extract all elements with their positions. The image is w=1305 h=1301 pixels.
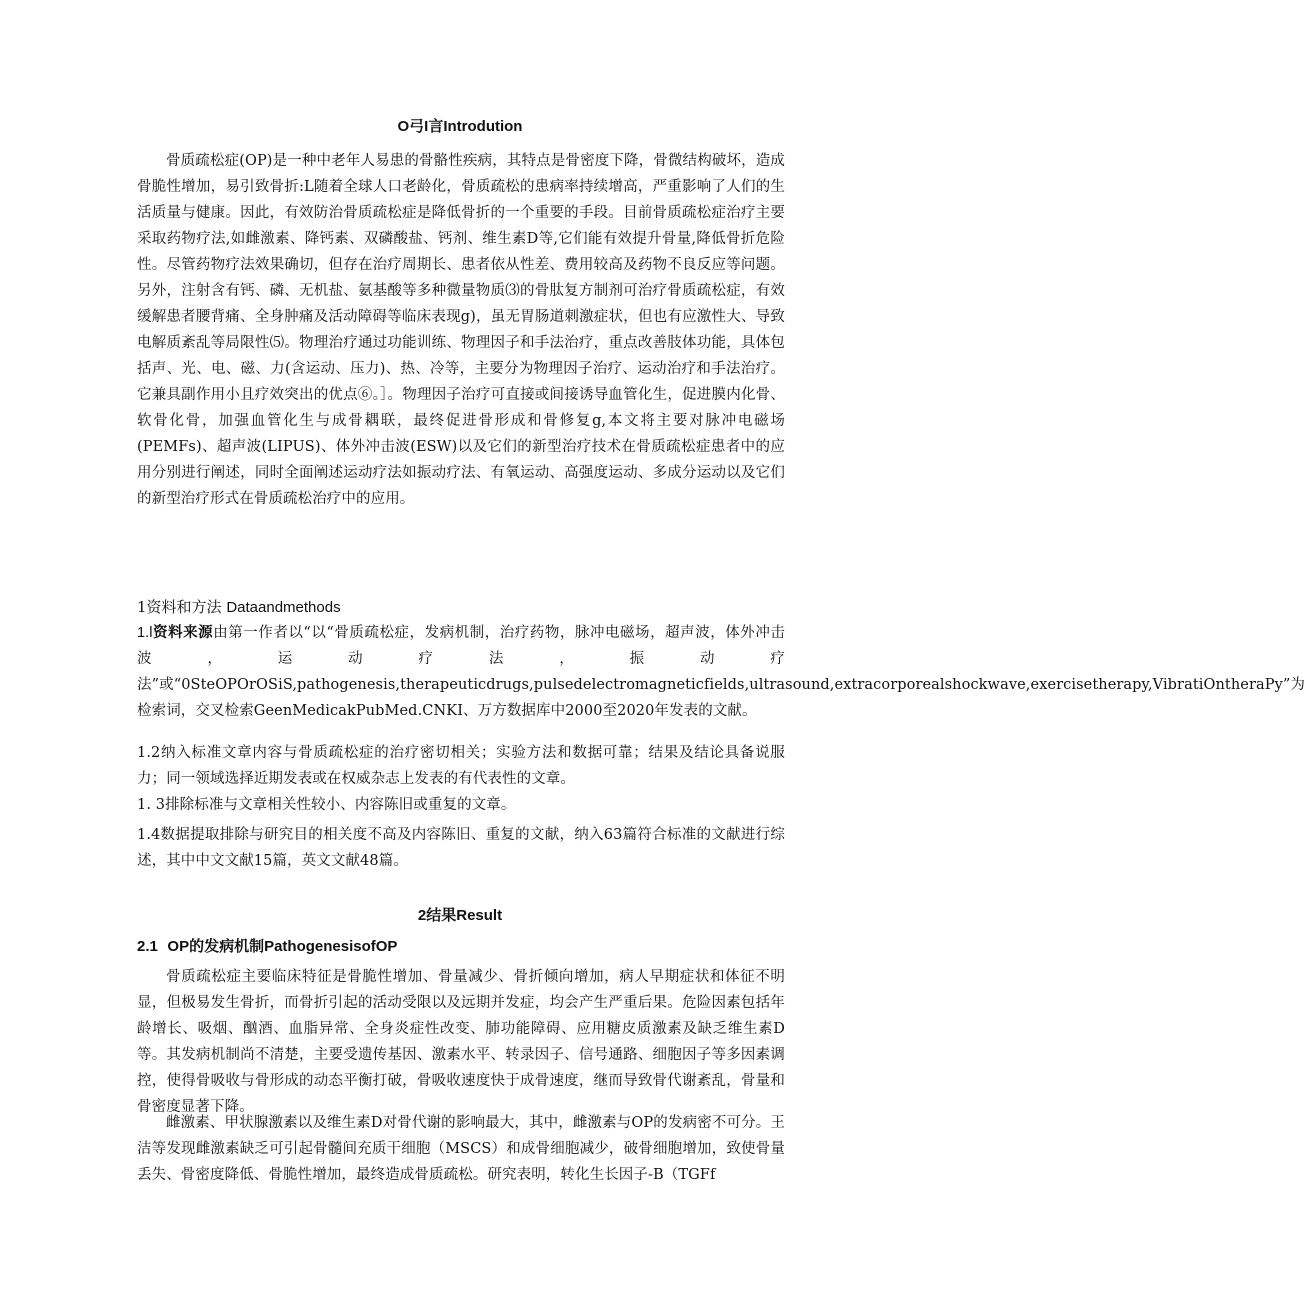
intro-paragraph: 骨质疏松症(OP)是一种中老年人易患的骨骼性疾病，其特点是骨密度下降，骨微结构破坏，造成骨脆性增加，易引致骨折:L随着全球人口老龄化，骨质疏松的患病率持续增高，严重影响了人们的生活质量与健康。因此，有效防治骨质疏松症是降低骨折的一个重要的手段。目前骨质疏松症治疗主要采取药物疗法,如雌激素、降钙素、双磷酸盐、钙剂、维生素D等,它们能有效提升骨量,降低骨折危险性。尽管药物疗法效果确切，但存在治疗周期长、患者依从性差、费用较高及药物不良反应等问题。另外，注射含有钙、磷、无机盐、氨基酸等多种微量物质⑶的骨肽复方制剂可治疗骨质疏松症，有效缓解患者腰背痛、全身肿痛及活动障碍等临床表现g)，虽无胃肠道刺激症状，但也有应激性大、导致电解质紊乱等局限性⑸。物理治疗通过功能训练、物理因子和手法治疗，重点改善肢体功能，具体包括声、光、电、磁、力(含运动、压力)、热、冷等，主要分为物理因子治疗、运动治疗和手法治疗。它兼具副作用小且疗效突出的优点⑥。］。物理因子治疗可直接或间接诱导血管化生，促进膜内化骨、软骨化骨，加强血管化生与成骨耦联，最终促进骨形成和骨修复g,本文将主要对脉冲电磁场(PEMFs)、超声波(LIPUS)、体外冲击波(ESW)以及它们的新型治疗技术在骨质疏松症患者中的应用分别进行阐述，同时全面阐述运动疗法如振动疗法、有氧运动、高强度运动、多成分运动以及它们的新型治疗形式在骨质疏松治疗中的应用。 bbox=[137, 153, 785, 507]
section-1-1 bbox=[137, 620, 1305, 724]
section-1-2: 1.2纳入标准文章内容与骨质疏松症的治疗密切相关；实验方法和数据可靠；结果及结论具备说服力；同一领域选择近期发表或在权威杂志上发表的有代表性的文章。 bbox=[137, 745, 785, 787]
methods-heading-cn: 资料和方法 bbox=[146, 598, 222, 616]
section-1-1-title: 资料来源 bbox=[152, 624, 214, 641]
methods-heading-number: 1 bbox=[137, 598, 147, 616]
section-1-1-body: 由第一作者以“以“骨质疏松症，发病机制，治疗药物，脉冲电磁场，超声波，体外冲击波，运动疗法，振动疗法”或“0SteOPOrOSiS,pathogenesis,therapeuticdrugs,pulsedelectromagneticfields,ultrasound,extracorporealshockwave,exercisetherapy,VibratiOntheraPy”为检索词，交叉检索GeenMedicakPubMed.CNKI、万方数据库中2000至2020年发表的文献。 bbox=[137, 625, 1305, 719]
section-1-3: 1. 3排除标准与文章相关性较小、内容陈旧或重复的文章。 bbox=[137, 797, 516, 813]
section-2-1-title: OP的发病机制PathogenesisofOP bbox=[167, 938, 398, 955]
results-paragraph-1: 骨质疏松症主要临床特征是骨脆性增加、骨量减少、骨折倾向增加，病人早期症状和体征不明显，但极易发生骨折，而骨折引起的活动受限以及远期并发症，均会产生严重后果。危险因素包括年龄增长、吸烟、酗酒、血脂异常、全身炎症性改变、肺功能障碍、应用糖皮质激素及缺乏维生素D等。其发病机制尚不清楚，主要受遗传基因、激素水平、转录因子、信号通路、细胞因子等多因素调控，使得骨吸收与骨形成的动态平衡打破，骨吸收速度快于成骨速度，继而导致骨代谢紊乱，骨量和骨密度显著下降。 bbox=[137, 969, 785, 1115]
section-1-1-number: 1.l bbox=[137, 625, 153, 641]
section-2-1-number: 2.1 bbox=[137, 938, 158, 955]
methods-heading-en: Dataandmethods bbox=[226, 599, 341, 616]
methods-heading bbox=[137, 596, 341, 617]
section-1-4: 1.4数据提取排除与研究目的相关度不高及内容陈旧、重复的文献，纳入63篇符合标准的文献进行综述，其中中文文献15篇，英文文献48篇。 bbox=[137, 827, 785, 869]
results-paragraph-2: 雌激素、甲状腺激素以及维生素D对骨代谢的影响最大，其中，雌激素与OP的发病密不可分。王洁等发现雌激素缺乏可引起骨髓间充质干细胞（MSCS）和成骨细胞减少，破骨细胞增加，致使骨量丢失、骨密度降低、骨脆性增加，最终造成骨质疏松。研究表明，转化生长因子-B（TGFf bbox=[137, 1115, 785, 1183]
intro-heading: O弓I言Introdution bbox=[397, 118, 523, 135]
results-heading: 2结果Result bbox=[417, 907, 503, 924]
section-2-1-heading bbox=[137, 935, 397, 956]
